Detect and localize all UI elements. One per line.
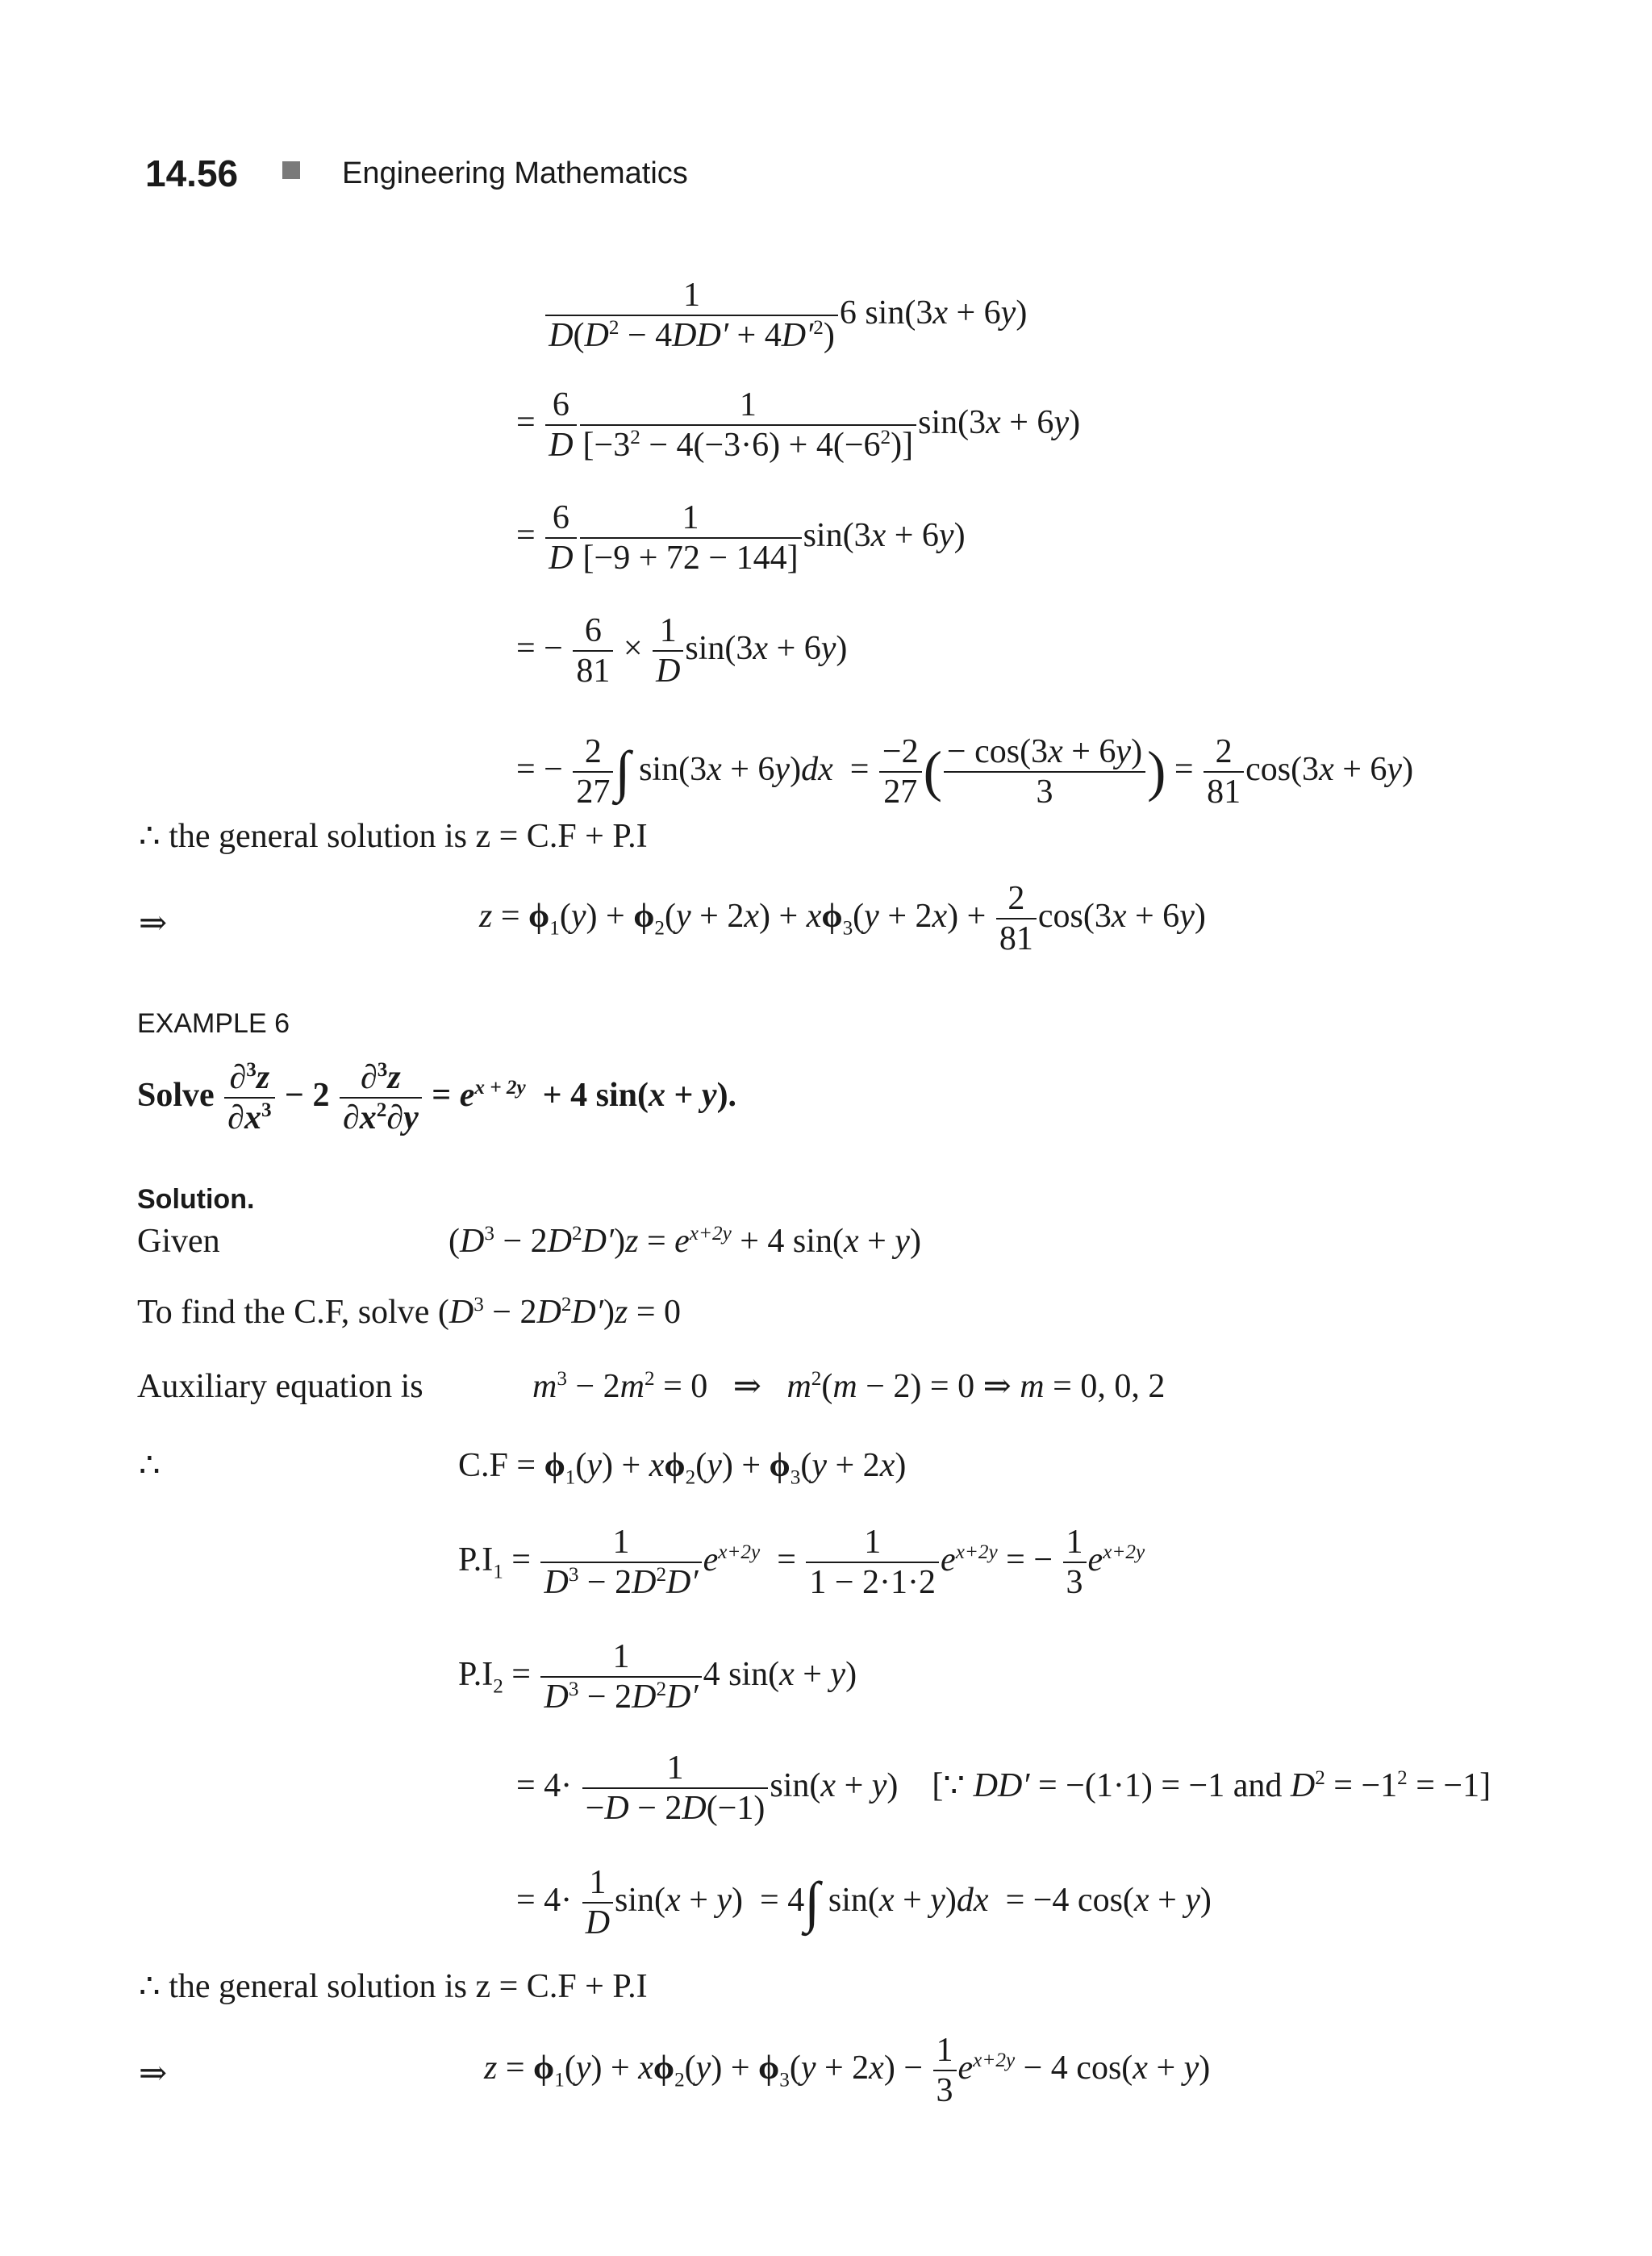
given-equation: $(D^3 - 2D^2D')z = e^{x+2y} + 4$ sin(x + y) [448,1223,921,1260]
general-solution-equation-1: $z = \phi_1(y) + \phi_2(y + 2x) + x\phi_3(y + 2x)$ + $\frac{2}{81}$ cos(3x + 6y) [479,880,1206,958]
cf-equation: $C.F = \phi_1(y) + x\phi_2(y) + \phi_3(y + 2x)$ [458,1447,907,1489]
therefore-symbol: ∴ [139,1447,161,1484]
implies-symbol-2: ⇒ [139,2055,168,2092]
example-problem: Solve $\frac{\partial^3z}{\partial x^3}$ − 2 $\frac{\partial^3z}{\partial x^2\partial y}$ = $e^{x + 2y} + 4$ sin(x + y). [137,1059,737,1137]
pi2-step-2: = 4· $\frac{1}{D}$ sin(x + y) = 4∫ sin(x + y)dx = −4 cos(x + y) [516,1864,1212,1942]
equation-line-5: = − $\frac{2}{27}$ ∫ sin(3x + 6y)dx = $\frac{-2}{27}$ ( $\frac{- \cos(3x + 6y)}{3}$ ) = $\frac{2}{81}$ cos(3x + 6y) [516,733,1414,811]
given-word: Given [137,1223,220,1260]
pi2-step-1: = 4· $\frac{1}{-D - 2D(-1)}$ sin(x + y) [∵ DD′ = −(1·1) = −1 and $D^2 = -1^2 = -1$] [516,1749,1491,1828]
equation-line-3: = $\frac{6}{D}$ $\frac{1}{[-9 + 72 - 144]}$ sin(3x + 6y) [516,499,966,578]
equation-line-2: = $\frac{6}{D}$ $\frac{1}{[-3^2 - 4(-3\cdot 6) + 4(-6^2)]}$ sin(3x + 6y) [516,386,1081,465]
general-solution-text-2: ∴ the general solution is z = C.F + P.I [139,1968,648,2005]
solution-label: Solution. [137,1184,255,1215]
general-solution-equation-2: $z = \phi_1(y) + x\phi_2(y) + \phi_3(y + 2x)$ − $\frac{1}{3}$ $e^{x+2y} - 4$ cos(x + y) [484,2032,1211,2110]
cf-instruction: To find the C.F, solve $(D^3 - 2D^2D')z = 0$ [137,1294,681,1331]
book-title: Engineering Mathematics [342,156,688,190]
page-number: 14.56 [145,152,239,194]
page-header [145,152,238,195]
auxiliary-equation: $m^3 - 2m^2 = 0$ ⇒ $m^2(m - 2) = 0$ ⇒ m = 0, 0, 2 [532,1368,1166,1405]
implies-symbol-1: ⇒ [139,905,168,942]
header-square-icon [282,161,300,179]
general-solution-text-1: ∴ the general solution is z = C.F + P.I [139,818,648,855]
pi1-equation: $P.I_1$ = $\frac{1}{D^3 - 2D^2D'}$ $e^{x+2y}$ = $\frac{1}{1 - 2\cdot 1\cdot 2}$ $e^{x+2y}$ = − $\frac{1}{3}$ $e^{x+2y}$ [458,1524,1145,1602]
pi2-equation: $P.I_2$ = $\frac{1}{D^3 - 2D^2D'}$ 4 sin(x + y) [458,1638,857,1716]
equation-line-1-body: $\frac{1}{D(D^2 - 4DD' + 4D'^2)}$ 6 sin(3x + 6y) [516,276,1027,356]
solve-word: Solve [137,1076,215,1114]
example-label: EXAMPLE 6 [137,1008,290,1039]
to-find-cf-text: To find the C.F, solve [137,1294,430,1331]
equation-line-4: = − $\frac{6}{81}$ × $\frac{1}{D}$ sin(3x + 6y) [516,612,848,690]
auxiliary-word: Auxiliary equation is [137,1368,423,1405]
